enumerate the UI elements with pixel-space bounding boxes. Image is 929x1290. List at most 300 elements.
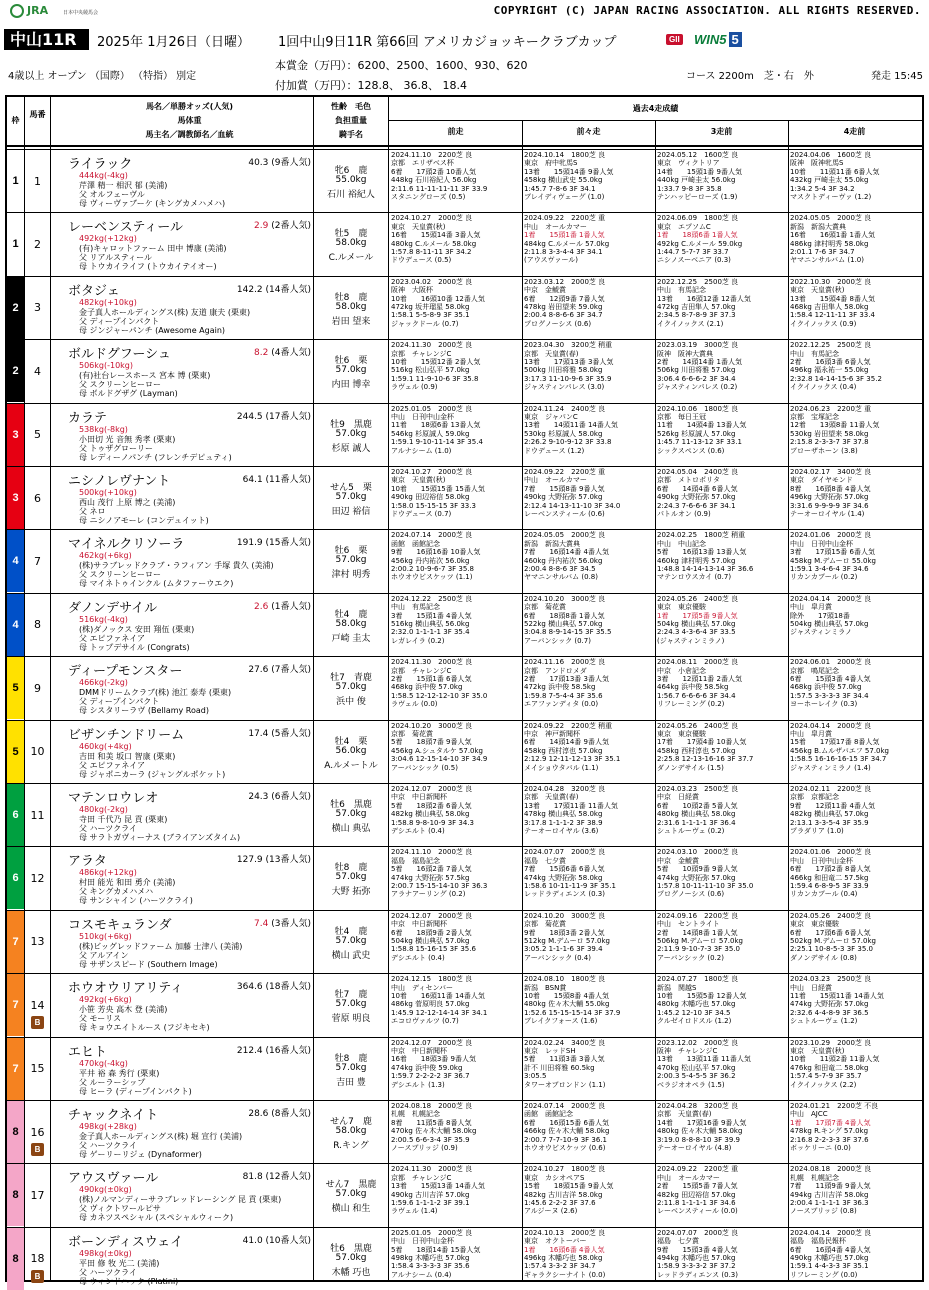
past-race-line: ジャスティンパレス (0.2) bbox=[657, 383, 738, 392]
jockey-info bbox=[314, 150, 388, 212]
past-race-line: 464kg 浜中俊 58.5kg bbox=[657, 683, 729, 692]
past-race-4 bbox=[788, 1101, 921, 1163]
waku-cell: 6 bbox=[7, 784, 24, 846]
past-race-line: 6着 10頭2番 5番人気 bbox=[657, 801, 738, 810]
jockey-jockey: A.ルメートル bbox=[324, 760, 378, 771]
past-race-line: 6着 18頭9番 2番人気 bbox=[391, 928, 472, 937]
horse-info bbox=[66, 657, 313, 719]
past-race-4 bbox=[788, 277, 921, 339]
past-race-line: 2:24.3 4-3-6-4 3F 33.5 bbox=[657, 628, 736, 637]
past-race-line: 6着 16頭15番 6番人気 bbox=[524, 1118, 609, 1127]
jockey-info bbox=[314, 1038, 388, 1100]
horse-name: ボルドグフーシュ bbox=[68, 347, 171, 363]
past-race-line: 8着 11頭5番 8番人気 bbox=[391, 1118, 472, 1127]
race-name: 1回中山9日11R 第66回 アメリカジョッキークラブカップ bbox=[278, 35, 617, 50]
past-race-line: ラヴェル (0.9) bbox=[391, 383, 438, 392]
past-race-line: 函館 函館記念 bbox=[524, 1110, 573, 1119]
horse-dam: 母 レディーノパンチ (フレンチデピュティ) bbox=[79, 452, 232, 462]
past-race-line: マテンロウスカイ (0.7) bbox=[657, 573, 732, 582]
past-race-line: 2024.10.20 3000芝 良 bbox=[524, 594, 606, 603]
past-race-line: 1:59.1 9-10-11-14 3F 35.4 bbox=[391, 438, 483, 447]
past-race-2 bbox=[522, 1101, 655, 1163]
past-race-line: 京都 チャレンジC bbox=[391, 349, 452, 358]
past-race-line: 13着 15頭13番 14番人気 bbox=[391, 1182, 485, 1191]
past-race-line: 1着 16頭6番 4番人気 bbox=[524, 1245, 605, 1254]
past-race-line: ジャックドール (0.7) bbox=[391, 319, 459, 328]
past-race-line: 9着 16頭16番 10番人気 bbox=[391, 548, 481, 557]
past-race-4 bbox=[788, 1038, 921, 1100]
horse-owner: 寺田 千代乃 昆 貢 (栗東) bbox=[79, 815, 168, 824]
past-race-line: 494kg 古川吉洋 58.0kg bbox=[790, 1190, 869, 1199]
past-race-line: 2:12.4 14-13-11-10 3F 34.0 bbox=[524, 501, 621, 510]
past-race-line: アーバンシック (0.2) bbox=[657, 953, 724, 962]
jockey-jockey: R.キング bbox=[333, 1141, 369, 1151]
horse-sire: 父 エピファネイア bbox=[79, 633, 145, 643]
past-race-2 bbox=[522, 404, 655, 466]
past-race-line: 1着 15頭1番 1番人気 bbox=[524, 231, 605, 240]
past-race-line: 470kg 佐々木大輔 58.0kg bbox=[391, 1127, 477, 1136]
past-race-1 bbox=[389, 1101, 522, 1163]
past-race-line: 中山 オールカマー bbox=[524, 476, 587, 485]
horse-name: ダノンデサイル bbox=[68, 600, 158, 616]
waku-cell: 5 bbox=[7, 721, 24, 783]
waku-cell: 4 bbox=[7, 594, 24, 656]
past-race-line: 522kg 横山典弘 57.0kg bbox=[524, 620, 603, 629]
jockey-sex: せん7 黒鹿 bbox=[325, 1180, 377, 1191]
past-race-line: 2024.05.04 2400芝 良 bbox=[657, 468, 739, 476]
jockey-jockey: 石川 裕紀人 bbox=[327, 190, 375, 200]
horse-odds: 191.9 (15番人気) bbox=[236, 538, 311, 549]
horse-owner: DMMドリームクラブ(株) 池江 泰寿 (栗東) bbox=[79, 688, 232, 698]
past-race-line: 3:04.8 8-9-14-15 3F 35.5 bbox=[524, 628, 612, 637]
past-race-line: 福島 福島記念 bbox=[391, 856, 440, 865]
past-race-line: 5着 16頭13番 13番人気 bbox=[657, 548, 747, 557]
past-race-line: 中山 AJCC bbox=[790, 1110, 828, 1119]
past-race-2 bbox=[522, 1038, 655, 1100]
past-race-line: 496kg 大野拓弥 57.0kg bbox=[790, 493, 869, 502]
past-race-line: 京都 宝塚記念 bbox=[790, 413, 839, 421]
past-race-line: 5着 18頭7番 9番人気 bbox=[391, 738, 472, 747]
past-race-line: 2:00.7 15-15-14-10 3F 36.3 bbox=[391, 882, 488, 891]
past-race-line: 14着 15頭1番 9番人気 bbox=[657, 167, 742, 176]
horse-owner: (株)ビッグレッドファーム 加藤 士津八 (美浦) bbox=[79, 941, 243, 951]
past-race-line: 490kg 大野拓弥 57.0kg bbox=[524, 493, 603, 502]
past-race-line: 1:48.8 14-14-13-14 3F 36.6 bbox=[657, 565, 754, 574]
past-race-3 bbox=[655, 784, 788, 846]
horse-weight: 444kg(-4kg) bbox=[79, 171, 128, 180]
past-race-line: 3:06.4 6-6-6-2 3F 34.4 bbox=[657, 374, 736, 383]
horse-sire: 父 アルアイン bbox=[79, 950, 129, 960]
horse-weight: 482kg(+10kg) bbox=[79, 297, 137, 307]
past-race-line: メイショウタバル (1.1) bbox=[524, 763, 599, 772]
horse-sire: 父 モーリス bbox=[79, 1014, 122, 1024]
horse-sire: 父 トゥザグローリー bbox=[79, 443, 154, 453]
jockey-jockey: 木幡 巧也 bbox=[331, 1267, 371, 1278]
past-race-line: 2:24.3 7-6-6-6 3F 34.1 bbox=[657, 501, 736, 510]
header-past-4: 4走前 bbox=[843, 127, 866, 136]
horse-name: ホウオウリアリティ bbox=[68, 981, 184, 997]
past-race-line: 京都 天皇賞(春) bbox=[524, 793, 579, 802]
jockey-info bbox=[314, 340, 388, 402]
horse-name: コスモキュランダ bbox=[68, 917, 172, 933]
table-row bbox=[7, 466, 922, 529]
past-race-line: シュトルーヴェ (0.2) bbox=[657, 827, 725, 836]
past-race-line: 計不 川田将雅 60.5kg bbox=[524, 1063, 595, 1072]
past-race-line: 2024.10.20 3000芝 良 bbox=[391, 721, 473, 730]
past-race-line: 1:59.8 7-5-4-4 3F 35.6 bbox=[524, 691, 603, 700]
past-race-line: 10着 11頭11番 6番人気 bbox=[790, 167, 880, 176]
jockey-info bbox=[314, 911, 388, 973]
past-race-line: 3:31.6 9-9-9-9 3F 34.6 bbox=[790, 501, 869, 510]
past-race-2 bbox=[522, 721, 655, 783]
past-race-line: 2023.04.30 3200芝 稍重 bbox=[524, 341, 613, 350]
table-row bbox=[7, 403, 922, 466]
past-race-line: クルゼイロドスル (1.2) bbox=[657, 1017, 732, 1026]
past-race-line: 2:11.8 1-1-1-1 3F 34.6 bbox=[657, 1199, 736, 1208]
past-race-line: 530kg 杉原誠人 58.0kg bbox=[524, 429, 603, 438]
past-race-line: テーオーロイヤル (1.4) bbox=[790, 510, 865, 519]
past-race-line: 1着 17頭5番 9番人気 bbox=[657, 611, 738, 620]
past-race-line: 9着 18頭3番 2番人気 bbox=[524, 928, 605, 937]
past-race-line: 東京 天皇賞(秋) bbox=[391, 222, 446, 231]
past-race-line: ノースブリッジ (0.9) bbox=[391, 1144, 458, 1153]
jockey-info bbox=[314, 467, 388, 529]
jockey-jockey: C.ルメール bbox=[328, 253, 374, 264]
past-race-line: 2024.09.16 2200芝 良 bbox=[657, 911, 739, 920]
past-race-line: 470kg 松山弘平 57.0kg bbox=[657, 1063, 736, 1072]
past-race-line: アルジーヌ (2.6) bbox=[524, 1207, 578, 1216]
jockey-load: 57.0kg bbox=[335, 428, 367, 439]
jockey-jockey: 戸崎 圭太 bbox=[331, 633, 371, 644]
past-race-line: 500kg 川田将雅 58.0kg bbox=[524, 366, 603, 375]
past-race-line: 2:31.6 1-1-1-1 3F 36.4 bbox=[657, 818, 736, 827]
horse-number: 10 bbox=[30, 745, 45, 759]
past-race-1 bbox=[389, 277, 522, 339]
past-race-line: 484kg C.ルメール 57.0kg bbox=[524, 239, 610, 248]
table-row bbox=[7, 149, 922, 212]
race-badge: 中山11R bbox=[4, 29, 89, 50]
past-race-line: 札幌 札幌記念 bbox=[790, 1173, 839, 1182]
past-race-line: 東京 東京優駿 bbox=[657, 730, 706, 738]
past-race-line: 2023.12.02 2000芝 良 bbox=[657, 1038, 739, 1047]
past-race-line: タワーオブロンドン (1.1) bbox=[524, 1080, 606, 1089]
jra-logo: JRA bbox=[10, 4, 48, 18]
past-race-line: 中山 皐月賞 bbox=[790, 730, 832, 738]
jockey-info bbox=[314, 277, 388, 339]
jockey-jockey: 内田 博幸 bbox=[331, 380, 371, 391]
past-race-line: 480kg C.ルメール 58.0kg bbox=[391, 239, 477, 248]
header-past-3: 3走前 bbox=[710, 127, 733, 136]
horse-info bbox=[66, 213, 313, 275]
past-race-line: 2024.11.10 2000芝 良 bbox=[391, 848, 473, 857]
header-load: 負担重量 bbox=[335, 116, 367, 125]
horse-sire: 父 ルーラーシップ bbox=[79, 1077, 146, 1087]
past-race-line: 456kg A.シュタルケ 57.0kg bbox=[391, 746, 484, 755]
horse-weight: 486kg(+12kg) bbox=[79, 868, 137, 878]
horse-owner: (株)ダノックス 安田 翔伍 (栗東) bbox=[79, 624, 195, 634]
past-race-line: 2024.10.20 3000芝 良 bbox=[524, 911, 606, 920]
past-race-line: 480kg 横山典弘 58.0kg bbox=[657, 810, 736, 819]
past-race-line: 2:16.8 2-2-3-3 3F 37.6 bbox=[790, 1135, 869, 1144]
past-race-line: 中京 日経賞 bbox=[657, 793, 699, 802]
past-race-line: 474kg 大野拓弥 57.0kg bbox=[657, 873, 736, 882]
horse-number: 4 bbox=[34, 364, 41, 378]
past-race-line: 東京 エプソムC bbox=[657, 222, 711, 231]
past-race-line: 中山 皐月賞 bbox=[790, 603, 832, 612]
horse-number: 11 bbox=[30, 808, 45, 822]
past-race-2 bbox=[522, 657, 655, 719]
past-race-line: イクイノックス (0.9) bbox=[790, 319, 857, 328]
jra-subtitle: 日本中央競馬会 bbox=[63, 10, 99, 16]
horse-weight: 490kg(±0kg) bbox=[79, 1185, 132, 1195]
header-owner: 馬主名／調教師名／血統 bbox=[145, 130, 234, 139]
past-race-line: 1:45.7 7-8-6 3F 34.1 bbox=[524, 184, 596, 193]
past-race-line: 3着 15頭1番 4番人気 bbox=[391, 611, 472, 620]
past-race-line: 2025.01.05 2000芝 良 bbox=[391, 1228, 473, 1237]
past-race-line: 7着 15頭6番 6番人気 bbox=[524, 865, 605, 874]
past-race-line: 2024.12.07 2000芝 良 bbox=[391, 785, 473, 793]
horse-owner: 小田切 光 音無 秀孝 (栗東) bbox=[79, 434, 176, 444]
past-race-line: 2:00.3 5-4-5-5 3F 36.2 bbox=[657, 1072, 736, 1081]
past-race-line: 2024.12.15 1800芝 良 bbox=[391, 975, 473, 984]
past-race-line: 2024.09.22 2200芝 重 bbox=[657, 1165, 739, 1174]
past-race-line: 1:58.5 16-16-16-15 3F 34.7 bbox=[790, 755, 887, 764]
horse-odds: 41.0 (10番人気) bbox=[242, 1235, 311, 1246]
horse-odds: 27.6 (7番人気) bbox=[248, 665, 311, 676]
past-race-4 bbox=[788, 404, 921, 466]
past-race-line: エコロヴァルツ (0.7) bbox=[391, 1017, 459, 1026]
past-race-line: 516kg 横山典弘 56.0kg bbox=[391, 620, 470, 629]
past-race-line: 472kg 吉田隼人 57.0kg bbox=[657, 303, 736, 312]
past-race-line: 13着 17頭13番 3番人気 bbox=[524, 358, 614, 366]
horse-info bbox=[66, 404, 313, 466]
past-race-line: ホウオウビスケッツ (0.6) bbox=[524, 1144, 606, 1153]
horse-number: 7 bbox=[34, 554, 41, 568]
past-race-line: 1:58.4 12-11-11 3F 33.4 bbox=[790, 311, 875, 320]
past-race-line: 1:57.4 5-7-9 3F 35.7 bbox=[790, 1072, 862, 1081]
past-race-line: 7着 16頭14番 4番人気 bbox=[524, 548, 609, 557]
jockey-info bbox=[314, 974, 388, 1036]
past-race-line: デシエルト (0.4) bbox=[391, 827, 445, 836]
past-race-line: 2024.11.30 2000芝 良 bbox=[391, 1165, 473, 1174]
past-race-line: 札幌 札幌記念 bbox=[391, 1110, 440, 1119]
horse-owner: 金子真人ホールディングス(株) 堀 宣行 (美浦) bbox=[79, 1132, 243, 1141]
course-info: コース 2200m 芝・右 外 bbox=[686, 71, 814, 82]
past-race-line: 東京 レッドSH bbox=[524, 1047, 576, 1055]
past-race-line: 504kg 横山典弘 57.0kg bbox=[790, 620, 869, 629]
past-race-line: 2:11.8 3-3-4-4 3F 34.1 bbox=[524, 248, 603, 257]
past-race-line: 474kg 大野拓弥 57.0kg bbox=[790, 1000, 869, 1009]
past-race-line: 474kg 大野拓弥 58.0kg bbox=[524, 873, 603, 882]
jockey-sex: 牝6 鹿 bbox=[334, 166, 368, 176]
jockey-load: 57.0kg bbox=[335, 872, 367, 883]
past-race-2 bbox=[522, 594, 655, 656]
horse-sire: 父 ハーツクライ bbox=[79, 1267, 137, 1277]
horse-info bbox=[66, 1228, 313, 1290]
past-race-1 bbox=[389, 404, 522, 466]
jockey-sex: 牡8 鹿 bbox=[334, 863, 368, 874]
past-race-4 bbox=[788, 1164, 921, 1226]
past-race-line: 2024.05.05 2000芝 良 bbox=[524, 531, 606, 540]
horse-dam: 母 ウィンドハック (Platini) bbox=[79, 1276, 179, 1286]
jockey-load: 58.0kg bbox=[335, 238, 367, 249]
past-race-line: 5着 11頭3番 3番人気 bbox=[524, 1055, 605, 1064]
horse-dam: 母 ジャポニカーラ (ジャングルポケット) bbox=[79, 769, 226, 779]
past-race-line: 2:00.7 7-7-10-9 3F 36.1 bbox=[524, 1135, 607, 1144]
past-race-line: 2023.03.12 2000芝 良 bbox=[524, 277, 606, 286]
entry-table bbox=[5, 95, 924, 1286]
past-race-line: 京都 菊花賞 bbox=[391, 730, 433, 738]
horse-sire: 父 オルフェーヴル bbox=[79, 190, 145, 199]
past-race-line: 2024.02.11 2200芝 良 bbox=[790, 785, 872, 793]
past-race-line: 3:17.3 11-10-9-6 3F 35.9 bbox=[524, 374, 612, 383]
past-race-line: 1:59.1 3-4-6-4 3F 34.6 bbox=[790, 565, 869, 574]
jockey-jockey: 岩田 望来 bbox=[331, 316, 371, 327]
past-race-line: 2:11.6 11-11-11-11 3F 33.9 bbox=[391, 184, 488, 193]
past-race-line: 2024.05.26 2400芝 良 bbox=[790, 911, 872, 920]
past-race-line: 2:32.6 4-4-8-9 3F 36.5 bbox=[790, 1008, 869, 1017]
past-race-line: 460kg 津村明秀 57.0kg bbox=[657, 556, 736, 565]
past-race-line: 11着 18頭6番 13番人気 bbox=[391, 421, 481, 430]
past-race-line: 東京 オクトーバー bbox=[524, 1237, 587, 1246]
horse-name: ボタジェ bbox=[68, 283, 120, 299]
past-race-line: 2024.08.10 1800芝 良 bbox=[524, 975, 606, 984]
past-race-line: 京都 毎日王冠 bbox=[657, 413, 706, 421]
jockey-load: 57.0kg bbox=[335, 809, 367, 819]
horse-odds: 244.5 (17番人気) bbox=[236, 411, 311, 422]
table-row bbox=[7, 973, 922, 1036]
past-race-line: 京都 チャレンジC bbox=[391, 1173, 452, 1182]
horse-name: ビザンチンドリーム bbox=[68, 727, 185, 743]
past-race-3 bbox=[655, 1038, 788, 1100]
past-race-line: 2024.03.10 2000芝 良 bbox=[657, 848, 739, 857]
horse-odds: 28.6 (8番人気) bbox=[248, 1109, 311, 1119]
horse-owner: 平田 修 牧 光二 (美浦) bbox=[79, 1258, 160, 1268]
horse-odds: 2.9 (2番人気) bbox=[254, 221, 311, 232]
past-race-line: 2024.10.27 2000芝 良 bbox=[391, 468, 473, 476]
past-race-line: 京都 菊花賞 bbox=[524, 603, 566, 612]
jockey-info bbox=[314, 1164, 388, 1226]
horse-weight: 510kg(+6kg) bbox=[79, 931, 132, 941]
past-race-1 bbox=[389, 340, 522, 402]
past-race-line: 京都 チャレンジC bbox=[391, 666, 452, 675]
past-race-line: 2着 14頭8番 1番人気 bbox=[657, 928, 738, 937]
horse-number: 14 bbox=[30, 998, 45, 1012]
past-race-line: 3:05.2 1-1-1-6 3F 39.4 bbox=[524, 945, 603, 954]
past-race-4 bbox=[788, 911, 921, 973]
past-race-line: イクイノックス (0.4) bbox=[790, 383, 857, 392]
horse-info bbox=[66, 594, 313, 656]
horse-weight: 538kg(-8kg) bbox=[79, 424, 128, 434]
past-race-3 bbox=[655, 277, 788, 339]
horse-number: 18 bbox=[30, 1252, 45, 1266]
past-race-3 bbox=[655, 1101, 788, 1163]
past-race-line: 阪神 大阪杯 bbox=[391, 286, 433, 295]
horse-owner: (株)ノルマンディーサラブレッドレーシング 昆 貢 (栗東) bbox=[79, 1195, 282, 1205]
past-race-line: 2024.02.25 1800芝 稍重 bbox=[657, 531, 746, 540]
past-race-3 bbox=[655, 1164, 788, 1226]
past-race-line: 458kg M.デムーロ 55.0kg bbox=[790, 556, 876, 565]
past-race-line: (アウスヴァール) bbox=[524, 256, 579, 265]
past-race-line: 456kg B.ムルザバエフ 57.0kg bbox=[790, 746, 889, 755]
header-num: 馬番 bbox=[29, 110, 46, 119]
table-row bbox=[7, 846, 922, 909]
past-race-1 bbox=[389, 150, 522, 212]
horse-dam: 母 サザンスピード (Southern Image) bbox=[79, 959, 218, 969]
header-past-1: 前走 bbox=[447, 127, 464, 136]
past-race-line: 2024.04.28 3200芝 良 bbox=[524, 785, 606, 793]
table-row bbox=[7, 656, 922, 719]
jockey-load: 57.0kg bbox=[335, 555, 367, 566]
past-race-line: 546kg 杉原誠人 59.0kg bbox=[391, 429, 470, 438]
past-race-line: 2024.07.14 2000芝 良 bbox=[524, 1102, 606, 1110]
horse-odds: 212.4 (16番人気) bbox=[236, 1045, 311, 1056]
past-race-line: 13着 16頭12番 12番人気 bbox=[657, 294, 751, 303]
past-race-line: 2024.12.07 2000芝 良 bbox=[391, 911, 473, 920]
past-race-line: 468kg 浜中俊 57.0kg bbox=[790, 683, 862, 692]
past-race-line: 9着 12頭11番 4番人気 bbox=[790, 801, 875, 810]
past-race-line: プラダリア (1.0) bbox=[790, 827, 844, 836]
past-race-line: アルナシーム (0.4) bbox=[391, 1270, 452, 1279]
blinker-badge: B bbox=[31, 1143, 44, 1156]
horse-odds: 142.2 (14番人気) bbox=[236, 284, 311, 295]
past-race-line: 1:59.4 6-8-9-5 3F 33.9 bbox=[790, 882, 869, 891]
past-race-3 bbox=[655, 1228, 788, 1290]
past-race-line: 新潟 関越S bbox=[657, 983, 697, 992]
past-race-line: アーバンシック (0.5) bbox=[391, 763, 458, 772]
past-race-line: 506kg 川田将雅 57.0kg bbox=[657, 366, 736, 375]
horse-weight: 498kg(+28kg) bbox=[79, 1122, 137, 1131]
past-race-line: 6着 18頭8番 1番人気 bbox=[524, 611, 605, 620]
past-race-line: 1:57.8 10-11-11-10 3F 35.0 bbox=[657, 882, 754, 891]
past-race-line: (ジャスティンミラノ) bbox=[657, 636, 725, 645]
table-row bbox=[7, 339, 922, 402]
past-race-3 bbox=[655, 213, 788, 275]
past-race-line: イクイノックス (2.1) bbox=[657, 319, 724, 328]
horse-info bbox=[66, 847, 313, 909]
past-race-line: 16着 15頭14番 3番人気 bbox=[391, 231, 481, 240]
past-race-line: 中山 オールカマー bbox=[657, 1173, 720, 1182]
past-race-3 bbox=[655, 657, 788, 719]
past-race-line: 458kg 西村淳也 57.0kg bbox=[657, 746, 736, 755]
past-race-line: 2024.10.27 2000芝 良 bbox=[391, 214, 473, 223]
waku-cell: 8 bbox=[7, 1101, 24, 1163]
past-race-line: 13着 15頭14番 9番人気 bbox=[524, 167, 614, 176]
past-race-line: 京都 メトロポリタ bbox=[657, 476, 720, 485]
horse-info bbox=[66, 974, 313, 1036]
past-race-line: 東京 天皇賞(秋) bbox=[790, 286, 845, 295]
horse-owner: (有)社台レースホース 宮本 博 (栗東) bbox=[79, 371, 211, 381]
horse-dam: 母 ニシノアモーレ (コンデュイット) bbox=[79, 516, 209, 525]
table-row bbox=[7, 783, 922, 846]
past-race-2 bbox=[522, 784, 655, 846]
past-race-line: 504kg 横山典弘 57.0kg bbox=[391, 937, 470, 946]
race-date: 2025年 1月26日（日曜） bbox=[97, 35, 251, 50]
horse-sire: 父 ディープインパクト bbox=[79, 697, 160, 707]
past-race-line: 2024.09.22 2200芝 重 bbox=[524, 214, 606, 223]
table-row bbox=[7, 720, 922, 783]
past-race-line: 482kg 横山典弘 58.0kg bbox=[391, 810, 470, 819]
horse-owner: 西山 茂行 上原 博之 (美浦) bbox=[79, 498, 176, 507]
past-race-4 bbox=[788, 721, 921, 783]
horse-name: アウスヴァール bbox=[68, 1171, 159, 1187]
past-race-line: 中山 日刊中山金杯 bbox=[790, 539, 853, 548]
past-race-line: 496kg 福永祐一 55.0kg bbox=[790, 366, 869, 375]
past-race-line: 1:59.1 11-9-10-6 3F 35.8 bbox=[391, 374, 479, 383]
horse-name: カラテ bbox=[68, 410, 108, 426]
jockey-load: 56.0kg bbox=[335, 745, 367, 756]
past-race-line: 2着 16頭3番 6番人気 bbox=[790, 358, 871, 366]
